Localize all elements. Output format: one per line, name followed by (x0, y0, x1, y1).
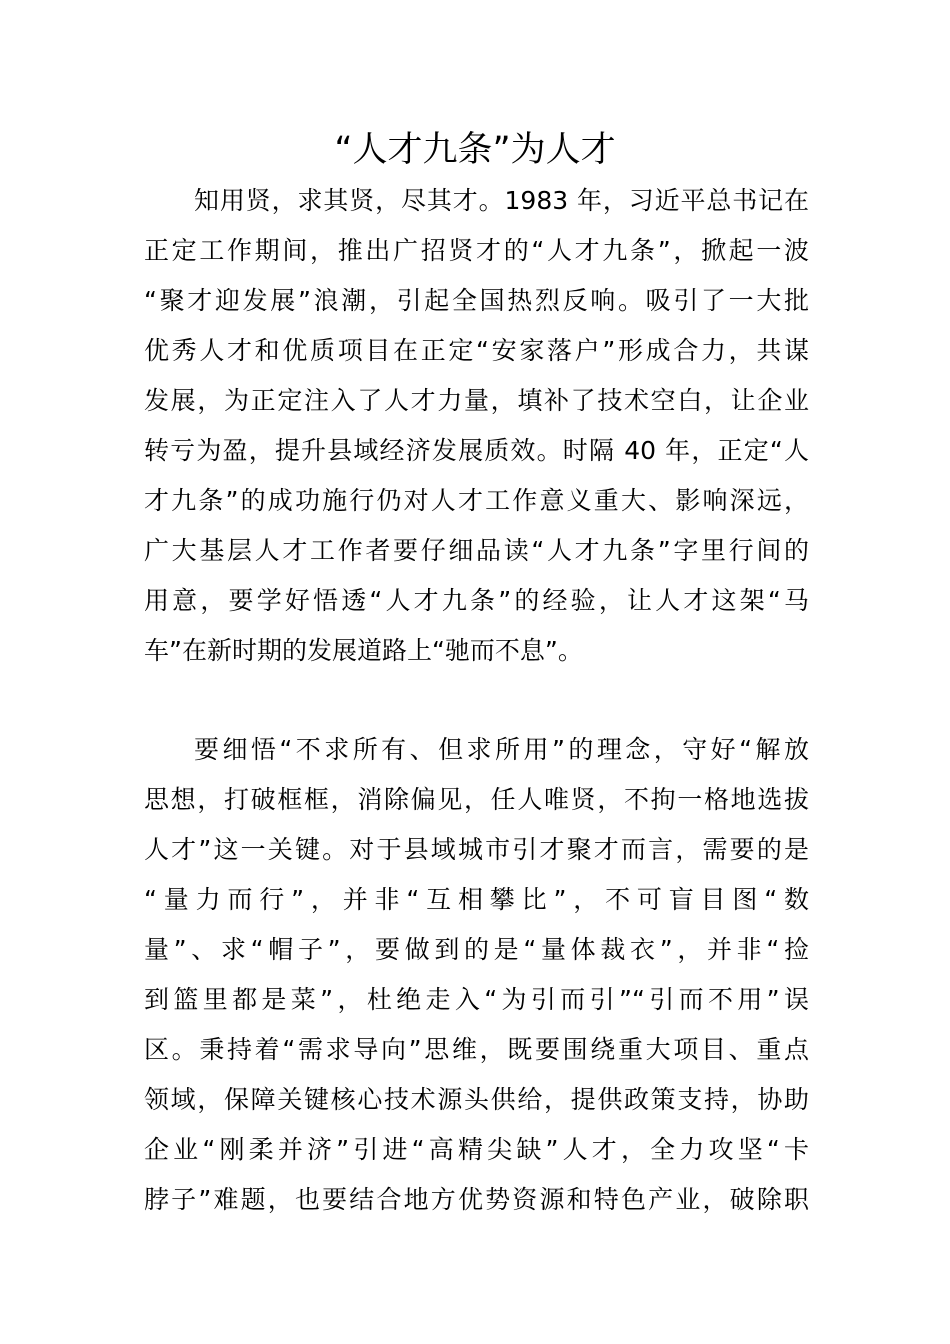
paragraph-line: 领域，保障关键核心技术源头供给，提供政策支持，协助 (144, 1085, 809, 1114)
paragraph-line: 用意，要学好悟透“人才九条”的经验，让人才这架“马 (144, 586, 809, 615)
paragraph-line: 到篮里都是菜”，杜绝走入“为引而引”“引而不用”误 (144, 985, 809, 1014)
paragraph-line: 正定工作期间，推出广招贤才的“人才九条”，掀起一波 (144, 236, 809, 265)
document-title: “人才九条”为人才 (334, 130, 616, 170)
paragraph-line: 思想，打破框框，消除偏见，任人唯贤，不拘一格地选拔 (144, 785, 809, 814)
paragraph-line: 企业“刚柔并济”引进“高精尖缺”人才，全力攻坚“卡 (144, 1135, 809, 1164)
paragraph-line: 要细悟“不求所有、但求所用”的理念，守好“解放 (194, 735, 809, 764)
paragraph-line: 转亏为盈，提升县域经济发展质效。时隔 40 年，正定“人 (144, 436, 809, 465)
paragraph-line: 人才”这一关键。对于县域城市引才聚才而言，需要的是 (144, 835, 809, 864)
paragraph-1 (144, 176, 809, 676)
paragraph-line: 区。秉持着“需求导向”思维，既要围绕重大项目、重点 (144, 1035, 809, 1064)
paragraph-line: 发展，为正定注入了人才力量，填补了技术空白，让企业 (144, 386, 809, 415)
paragraph-line: 优秀人才和优质项目在正定“安家落户”形成合力，共谋 (144, 336, 809, 365)
paragraph-line: 量”、求“帽子”，要做到的是“量体裁衣”，并非“捡 (144, 935, 809, 964)
paragraph-line: 车”在新时期的发展道路上“驰而不息”。 (144, 636, 583, 665)
paragraph-2 (144, 725, 809, 1225)
paragraph-line: 知用贤，求其贤，尽其才。1983 年，习近平总书记在 (194, 186, 809, 215)
paragraph-line: 广大基层人才工作者要仔细品读“人才九条”字里行间的 (144, 536, 809, 565)
paragraph-line: 才九条”的成功施行仍对人才工作意义重大、影响深远， (144, 486, 809, 515)
paragraph-line: 脖子”难题，也要结合地方优势资源和特色产业，破除职 (144, 1185, 809, 1214)
paragraph-line: “聚才迎发展”浪潮，引起全国热烈反响。吸引了一大批 (144, 286, 809, 315)
paragraph-line: “量力而行”，并非“互相攀比”，不可盲目图“数 (144, 885, 809, 914)
